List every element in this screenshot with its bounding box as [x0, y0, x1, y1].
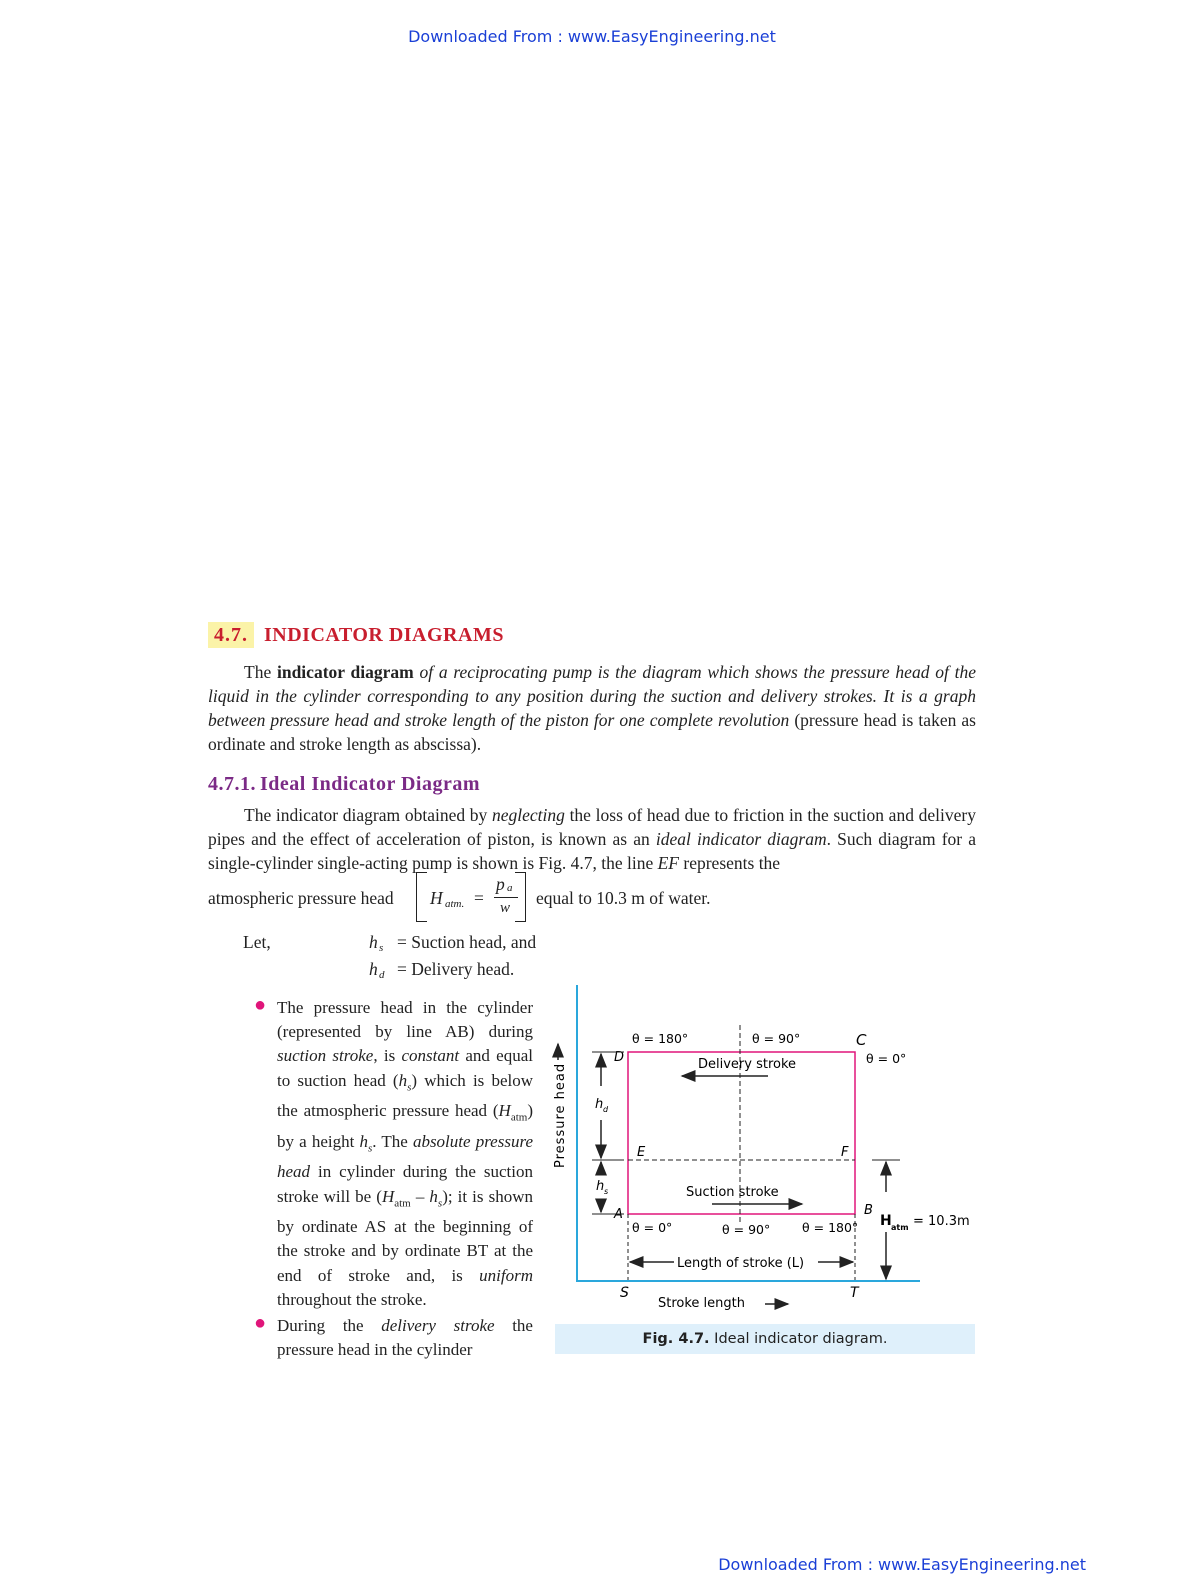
theta-right: θ = 0° [866, 1051, 907, 1066]
text-run: – [410, 1186, 430, 1206]
theta-bot-left: θ = 0° [632, 1220, 673, 1235]
text-run: s [437, 1196, 443, 1209]
text-run: neglecting [491, 805, 565, 825]
hd-label: h [595, 1097, 604, 1112]
text-run: ); it is shown by ordinate AS at the beginning of the stroke and by ordinate BT at the end of stroke and, is [277, 1186, 534, 1285]
label-S: S [620, 1285, 629, 1301]
hatm-sub: atm [891, 1223, 909, 1232]
delivery-stroke-label: Delivery stroke [698, 1057, 797, 1072]
label-A: A [614, 1207, 623, 1222]
text-run: the loss of head due to friction in the suction and delivery pipes and the effect of acceleration of piston, is known as an [208, 805, 976, 849]
text-run: . The [372, 1131, 413, 1151]
formula-post: equal to 10.3 m of water. [536, 888, 711, 908]
section-title: INDICATOR DIAGRAMS [264, 624, 504, 646]
text-run: atm [394, 1196, 411, 1209]
text-run: represents the [679, 853, 781, 873]
text-run: ideal indicator diagram [655, 829, 827, 849]
text-run: EF [657, 853, 679, 873]
formula-numerator: p [496, 874, 505, 894]
text-run: . Such diagram for a single-cylinder single-acting pump is shown is Fig. 4.7, the line [208, 829, 977, 873]
text-run: atm [510, 1111, 528, 1124]
theta-bot-right: θ = 180° [802, 1220, 859, 1235]
bracket-left [416, 872, 427, 922]
text-run: The [244, 662, 277, 682]
theta-top-mid: θ = 90° [752, 1031, 801, 1046]
text-run: s [367, 1142, 373, 1155]
length-of-stroke-label: Length of stroke (L) [677, 1256, 805, 1271]
label-C: C [856, 1031, 867, 1049]
text-run: ) which is below the atmospheric pressure head ( [277, 1070, 533, 1121]
caption-text: Ideal indicator diagram. [709, 1331, 888, 1347]
formula-equals: = [474, 888, 484, 908]
hs-sub: s [604, 1187, 609, 1196]
text-run: h [429, 1186, 438, 1206]
ideal-diagram-paragraph [208, 803, 976, 875]
text-run: suction stroke [277, 1046, 374, 1066]
hd-sub: d [379, 969, 385, 981]
definition-text: of a reciprocating pump is the diagram which shows the pressure head of the liquid in the cylinder corresponding to any position during the suction and delivery strokes. It is a graph between pressure head and stroke length of the piston for one complete revolution [208, 662, 976, 730]
label-E: E [637, 1145, 646, 1160]
let-word: Let, [243, 932, 271, 952]
bracket-right [515, 872, 526, 922]
formula-H-sub: atm. [445, 898, 465, 910]
formula-line [208, 872, 808, 924]
hd-sub: d [603, 1105, 609, 1114]
term-indicator-diagram: indicator diagram [276, 662, 414, 682]
text-run: H [381, 1186, 395, 1206]
label-B: B [864, 1203, 873, 1218]
indicator-diagram-figure [540, 980, 990, 1320]
intro-paragraph [208, 660, 976, 756]
subsection-number: 4.7.1. [208, 773, 256, 795]
page-header-link[interactable]: Downloaded From : www.EasyEngineering.net [408, 27, 776, 46]
subsection-title: Ideal Indicator Diagram [260, 773, 481, 795]
hs-sub: s [379, 942, 384, 954]
formula-H: H [430, 888, 443, 908]
bullet-delivery [277, 1314, 533, 1362]
text-run: the pressure head in the cylinder [277, 1316, 533, 1360]
hatm-value: = 10.3m [913, 1214, 970, 1229]
text-run: h [398, 1070, 408, 1090]
text-run: in cylinder during the suction stroke will be ( [277, 1162, 533, 1206]
hatm-label: H [880, 1213, 892, 1229]
text-run: s [407, 1081, 412, 1093]
text-run: The indicator diagram obtained by [244, 805, 492, 825]
theta-bot-mid: θ = 90° [722, 1222, 771, 1237]
caption-label: Fig. 4.7. [642, 1331, 710, 1347]
theta-top-left: θ = 180° [632, 1031, 689, 1046]
bullet-marker: ● [254, 994, 267, 1016]
formula-pre: atmospheric pressure head [208, 888, 394, 908]
text-run: throughout the stroke. [277, 1289, 427, 1309]
section-heading [208, 624, 504, 647]
text-run: constant [401, 1046, 460, 1066]
let-definitions [243, 932, 573, 992]
hs-symbol: h [369, 932, 378, 952]
subsection-heading [208, 773, 480, 796]
bullet-marker: ● [254, 1312, 267, 1334]
label-F: F [841, 1145, 849, 1160]
y-axis-label: Pressure head [553, 1062, 568, 1168]
suction-stroke-label: Suction stroke [686, 1185, 779, 1200]
text-run: The pressure head in the cylinder (represented by line AB) during [277, 998, 533, 1042]
formula-numerator-sub: a [507, 882, 513, 894]
x-axis-label: Stroke length [658, 1296, 745, 1311]
label-D: D [614, 1050, 625, 1065]
text-run: H [498, 1101, 511, 1121]
formula-denominator: w [500, 900, 511, 916]
text-run: During the [277, 1316, 382, 1335]
hs-definition: = Suction head, and [397, 932, 537, 952]
text-run: ) by a height [277, 1101, 533, 1151]
section-number: 4.7. [208, 622, 254, 648]
text-run: absolute pressure head [277, 1131, 533, 1182]
hd-symbol: h [369, 959, 378, 979]
text-run: , is [373, 1046, 402, 1066]
text-run: (pressure head is taken as ordinate and stroke length as abscissa). [208, 710, 976, 754]
hd-definition: = Delivery head. [397, 959, 515, 979]
figure-caption [555, 1324, 975, 1354]
text-run: and equal to suction head ( [277, 1046, 533, 1090]
text-run: delivery stroke [381, 1316, 495, 1335]
page-footer-link[interactable]: Downloaded From : www.EasyEngineering.net [718, 1555, 1086, 1574]
text-run: uniform [479, 1265, 533, 1285]
bullet-suction [277, 996, 533, 1312]
hs-label: h [596, 1179, 605, 1194]
text-run: h [359, 1131, 368, 1151]
label-T: T [850, 1285, 859, 1301]
